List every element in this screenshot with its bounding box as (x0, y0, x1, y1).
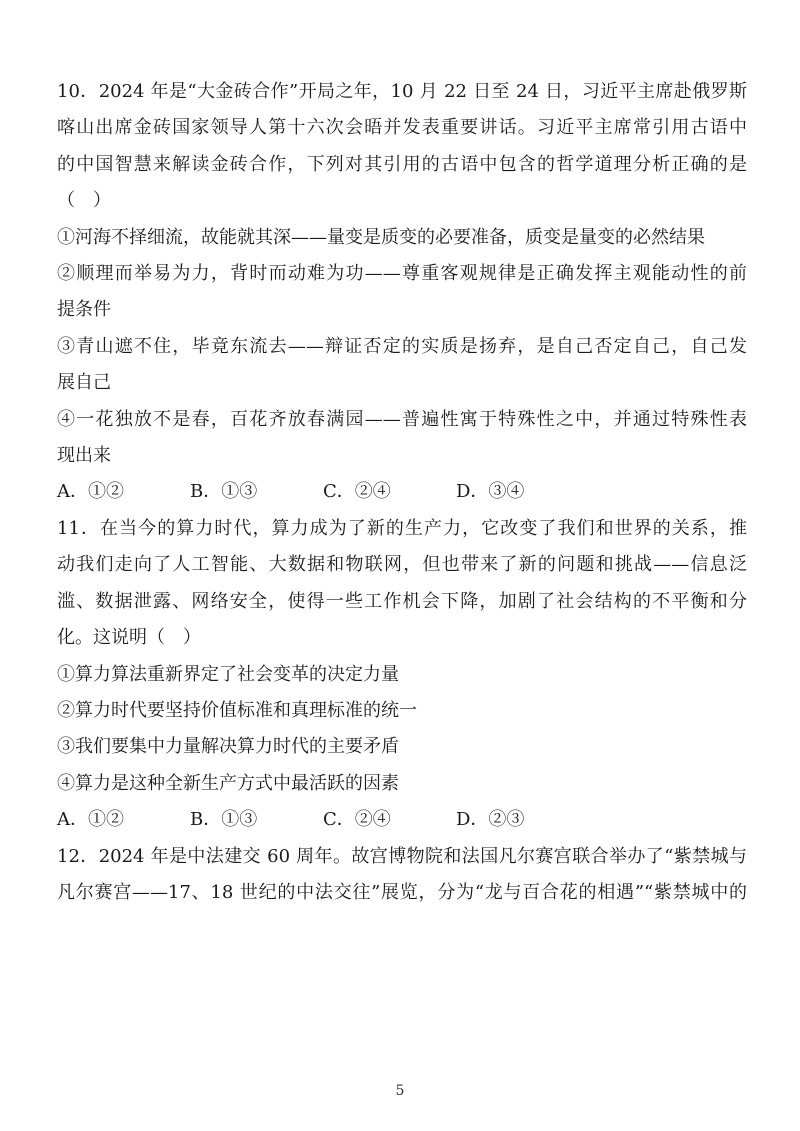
question-stem-line: 动我们走向了人工智能、大数据和物联网，但也带来了新的问题和挑战——信息泛 (57, 554, 747, 576)
statement-item: ③我们要集中力量解决算力时代的主要矛盾 (57, 736, 399, 758)
option-b: B．①③ (190, 809, 258, 831)
statement-item: ④一花独放不是春，百花齐放春满园——普遍性寓于特殊性之中，并通过特殊性表 (57, 408, 747, 430)
question-stem-line: 滥、数据泄露、网络安全，使得一些工作机会下降，加剧了社会结构的不平衡和分 (57, 590, 747, 612)
option-a: A．①② (57, 809, 124, 831)
statement-item: ②算力时代要坚持价值标准和真理标准的统一 (57, 699, 417, 721)
question-12 (57, 839, 747, 912)
option-c: C．②④ (323, 481, 391, 503)
exam-content (57, 74, 747, 911)
question-stem-line: 化。这说明（ ） (57, 627, 201, 649)
option-a: A．①② (57, 481, 124, 503)
answer-options (57, 474, 747, 510)
question-stem-line: 12．2024 年是中法建交 60 周年。故宫博物院和法国凡尔赛宫联合举办了“紫禁城与 (57, 845, 747, 867)
statement-item-continuation: 展自己 (57, 372, 111, 394)
option-d: D．③④ (456, 481, 525, 503)
question-stem-line: 10．2024 年是“大金砖合作”开局之年，10 月 22 日至 24 日，习近平主席赴俄罗斯 (57, 81, 747, 102)
statement-item: ③青山遮不住，毕竟东流去——辩证否定的实质是扬弃，是自己否定自己，自己发 (57, 335, 747, 357)
page-number: 5 (395, 1083, 405, 1099)
statement-item: ②顺理而举易为力，背时而动难为功——尊重客观规律是正确发挥主观能动性的前 (57, 263, 747, 285)
question-10 (57, 74, 747, 511)
question-stem-line: 11．在当今的算力时代，算力成为了新的生产力，它改变了我们和世界的关系，推 (57, 517, 747, 539)
option-d: D．②③ (456, 809, 525, 831)
option-b: B．①③ (190, 481, 258, 503)
option-c: C．②④ (323, 809, 391, 831)
question-stem-line: 凡尔赛宫——17、18 世纪的中法交往”展览，分为“龙与百合花的相遇”“紫禁城中的 (57, 881, 747, 903)
answer-options (57, 802, 747, 838)
statement-item: ④算力是这种全新生产方式中最活跃的因素 (57, 772, 399, 794)
statement-item-continuation: 提条件 (57, 299, 111, 321)
answer-blank: （ ） (57, 190, 111, 212)
question-stem-line: 喀山出席金砖国家领导人第十六次会晤并发表重要讲话。习近平主席常引用古语中 (57, 117, 747, 139)
statement-item: ①算力算法重新界定了社会变革的决定力量 (57, 663, 399, 685)
question-stem-line: 的中国智慧来解读金砖合作，下列对其引用的古语中包含的哲学道理分析正确的是 (57, 153, 747, 175)
statement-item: ①河海不择细流，故能就其深——量变是质变的必要准备，质变是量变的必然结果 (57, 226, 705, 248)
statement-item-continuation: 现出来 (57, 445, 111, 467)
question-11 (57, 511, 747, 839)
